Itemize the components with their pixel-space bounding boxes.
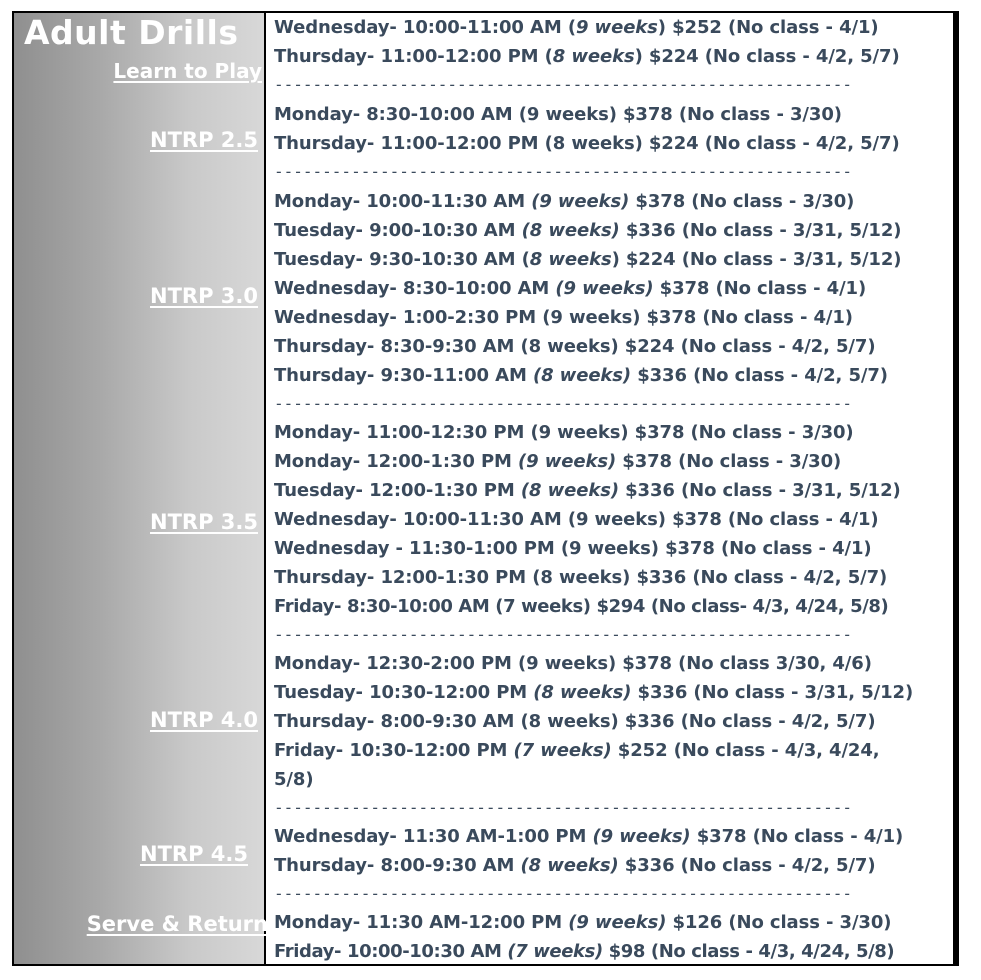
category-link-ntrp-2-5[interactable]: NTRP 2.5 bbox=[150, 128, 258, 152]
schedule-line: Wednesday- 8:30-10:00 AM (9 weeks) $378 (No class - 4/1) bbox=[274, 278, 867, 299]
schedule-line: Friday- 10:30-12:00 PM (7 weeks) $252 (No class - 4/3, 4/24, bbox=[274, 740, 880, 761]
schedule-line: Wednesday- 11:30 AM-1:00 PM (9 weeks) $378 (No class - 4/1) bbox=[274, 826, 904, 847]
category-link-ntrp-3-5[interactable]: NTRP 3.5 bbox=[150, 510, 258, 534]
schedule-line: Thursday- 8:00-9:30 AM (8 weeks) $336 (No class - 4/2, 5/7) bbox=[274, 711, 876, 732]
schedule-line: Tuesday- 9:00-10:30 AM (8 weeks) $336 (No class - 3/31, 5/12) bbox=[274, 220, 902, 241]
category-column bbox=[14, 13, 266, 964]
schedule-line: Wednesday- 10:00-11:00 AM (9 weeks) $252 (No class - 4/1) bbox=[274, 17, 879, 38]
schedule-line: Wednesday - 11:30-1:00 PM (9 weeks) $378 (No class - 4/1) bbox=[274, 538, 872, 559]
schedule-line: Thursday- 11:00-12:00 PM (8 weeks) $224 (No class - 4/2, 5/7) bbox=[274, 133, 900, 154]
schedule-line: Friday- 10:00-10:30 AM (7 weeks) $98 (No class - 4/3, 4/24, 5/8) bbox=[274, 941, 895, 962]
schedule-line: Wednesday- 1:00-2:30 PM (9 weeks) $378 (No class - 4/1) bbox=[274, 307, 853, 328]
schedule-line: Thursday- 8:30-9:30 AM (8 weeks) $224 (No class - 4/2, 5/7) bbox=[274, 336, 876, 357]
page-title: Adult Drills bbox=[24, 13, 239, 52]
schedule-line: Thursday- 12:00-1:30 PM (8 weeks) $336 (No class - 4/2, 5/7) bbox=[274, 567, 888, 588]
category-link-ntrp-4-0[interactable]: NTRP 4.0 bbox=[150, 708, 258, 732]
separator-line: ------------------------------------------------------------ bbox=[274, 625, 852, 644]
schedule-line: 5/8) bbox=[274, 769, 314, 790]
category-link-learn-to-play[interactable]: Learn to Play bbox=[113, 59, 262, 83]
separator-line: ------------------------------------------------------------ bbox=[274, 162, 852, 181]
separator-line: ------------------------------------------------------------ bbox=[274, 798, 852, 817]
separator-line: ------------------------------------------------------------ bbox=[274, 75, 852, 94]
category-link-ntrp-3-0[interactable]: NTRP 3.0 bbox=[150, 284, 258, 308]
schedule-line: Thursday- 11:00-12:00 PM (8 weeks) $224 (No class - 4/2, 5/7) bbox=[274, 46, 900, 67]
category-link-ntrp-4-5[interactable]: NTRP 4.5 bbox=[140, 842, 248, 866]
schedule-line: Tuesday- 12:00-1:30 PM (8 weeks) $336 (No class - 3/31, 5/12) bbox=[274, 480, 901, 501]
separator-line: ------------------------------------------------------------ bbox=[274, 884, 852, 903]
schedule-column bbox=[266, 13, 957, 964]
schedule-line: Thursday- 9:30-11:00 AM (8 weeks) $336 (No class - 4/2, 5/7) bbox=[274, 365, 888, 386]
schedule-line: Thursday- 8:00-9:30 AM (8 weeks) $336 (No class - 4/2, 5/7) bbox=[274, 855, 876, 876]
category-link-serve-return[interactable]: Serve & Return bbox=[86, 912, 268, 936]
schedule-line: Tuesday- 10:30-12:00 PM (8 weeks) $336 (No class - 3/31, 5/12) bbox=[274, 682, 914, 703]
schedule-line: Monday- 12:30-2:00 PM (9 weeks) $378 (No class 3/30, 4/6) bbox=[274, 653, 872, 674]
schedule-line: Monday- 11:00-12:30 PM (9 weeks) $378 (No class - 3/30) bbox=[274, 422, 854, 443]
schedule-table bbox=[12, 11, 959, 966]
schedule-line: Monday- 11:30 AM-12:00 PM (9 weeks) $126 (No class - 3/30) bbox=[274, 912, 892, 933]
schedule-line: Monday- 10:00-11:30 AM (9 weeks) $378 (No class - 3/30) bbox=[274, 191, 855, 212]
schedule-line: Monday- 12:00-1:30 PM (9 weeks) $378 (No class - 3/30) bbox=[274, 451, 842, 472]
schedule-line: Monday- 8:30-10:00 AM (9 weeks) $378 (No class - 3/30) bbox=[274, 104, 842, 125]
schedule-line: Friday- 8:30-10:00 AM (7 weeks) $294 (No class- 4/3, 4/24, 5/8) bbox=[274, 596, 889, 617]
schedule-line: Wednesday- 10:00-11:30 AM (9 weeks) $378 (No class - 4/1) bbox=[274, 509, 879, 530]
separator-line: ------------------------------------------------------------ bbox=[274, 394, 852, 413]
schedule-line: Tuesday- 9:30-10:30 AM (8 weeks) $224 (No class - 3/31, 5/12) bbox=[274, 249, 902, 270]
